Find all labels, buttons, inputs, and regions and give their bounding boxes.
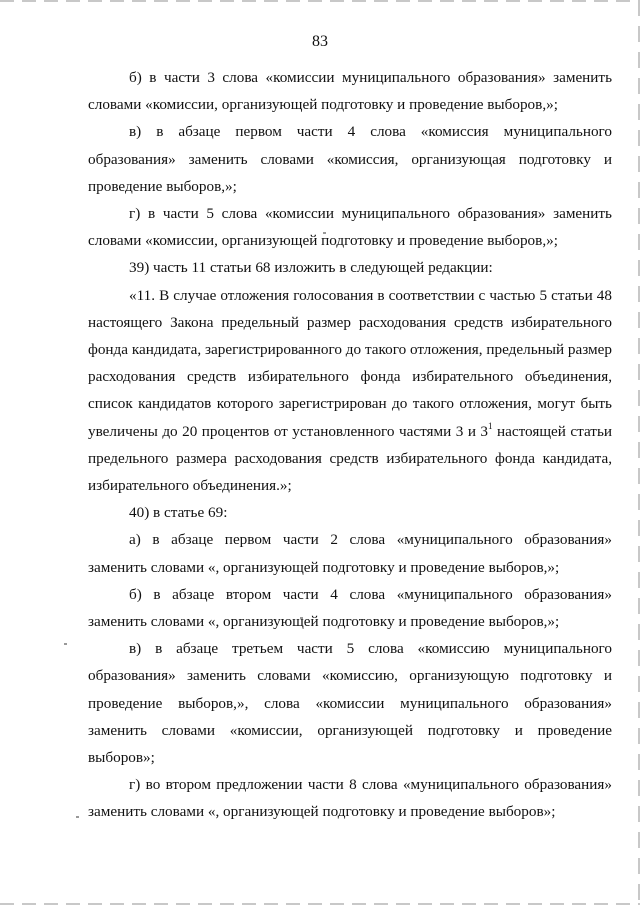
paragraph-39: 39) часть 11 статьи 68 изложить в следующей редакции: <box>129 259 493 277</box>
paragraph-40: 40) в статье 69: <box>129 504 228 522</box>
paragraph-g-part5: г) в части 5 слова «комиссии муниципального образования» заменить словами «комиссии, организующей подготовку и проведение выборов,»; <box>88 205 612 250</box>
paragraph-v-part5: в) в абзаце третьем части 5 слова «комиссию муниципального образования» заменить словами «комиссию, организующую подготовку и проведение выборов,», слова «комиссии муниципального образования» заменить словами «комиссии, организующей подготовку и проведение выборов»; <box>88 640 612 767</box>
paragraph-g-part8: г) во втором предложении части 8 слова «муниципального образования» заменить словами «, организующей подготовку и проведение выборов»; <box>88 776 612 821</box>
scan-speck <box>64 643 67 645</box>
paragraph-a-part2: а) в абзаце первом части 2 слова «муниципального образования» заменить словами «, организующей подготовку и проведение выборов,»; <box>88 531 612 576</box>
paragraph-11-text-cont: настоящей статьи предельного размера расходования средств избирательного фонда кандидата, избирательного объединения.»; <box>88 422 612 495</box>
scan-edge-top <box>0 0 640 2</box>
document-body <box>88 64 612 826</box>
paragraph-11-text: «11. В случае отложения голосования в соответствии с частью 5 статьи 48 настоящего Закона предельный размер расходования средств избирательного фонда кандидата, зарегистрированного до такого отложения, предельный размер расходования средств избирательного фонда избирательного объединения, список кандидатов которого зарегистрирован до такого отложения, могут быть увеличены до 20 процентов от установленного частями 3 и 3 <box>88 286 612 440</box>
paragraph-b-part3: б) в части 3 слова «комиссии муниципального образования» заменить словами «комиссии, организующей подготовку и проведение выборов,»; <box>88 69 612 114</box>
scan-speck <box>76 816 79 818</box>
paragraph-v-part4: в) в абзаце первом части 4 слова «комиссия муниципального образования» заменить словами «комиссия, организующая подготовку и проведение выборов,»; <box>88 123 612 195</box>
superscript-mark: 1 <box>488 420 493 431</box>
paragraph-b-part4: б) в абзаце втором части 4 слова «муниципального образования» заменить словами «, организующей подготовку и проведение выборов,»; <box>88 585 612 631</box>
paragraph-11-quote <box>88 282 612 500</box>
page-number: 83 <box>312 33 328 50</box>
